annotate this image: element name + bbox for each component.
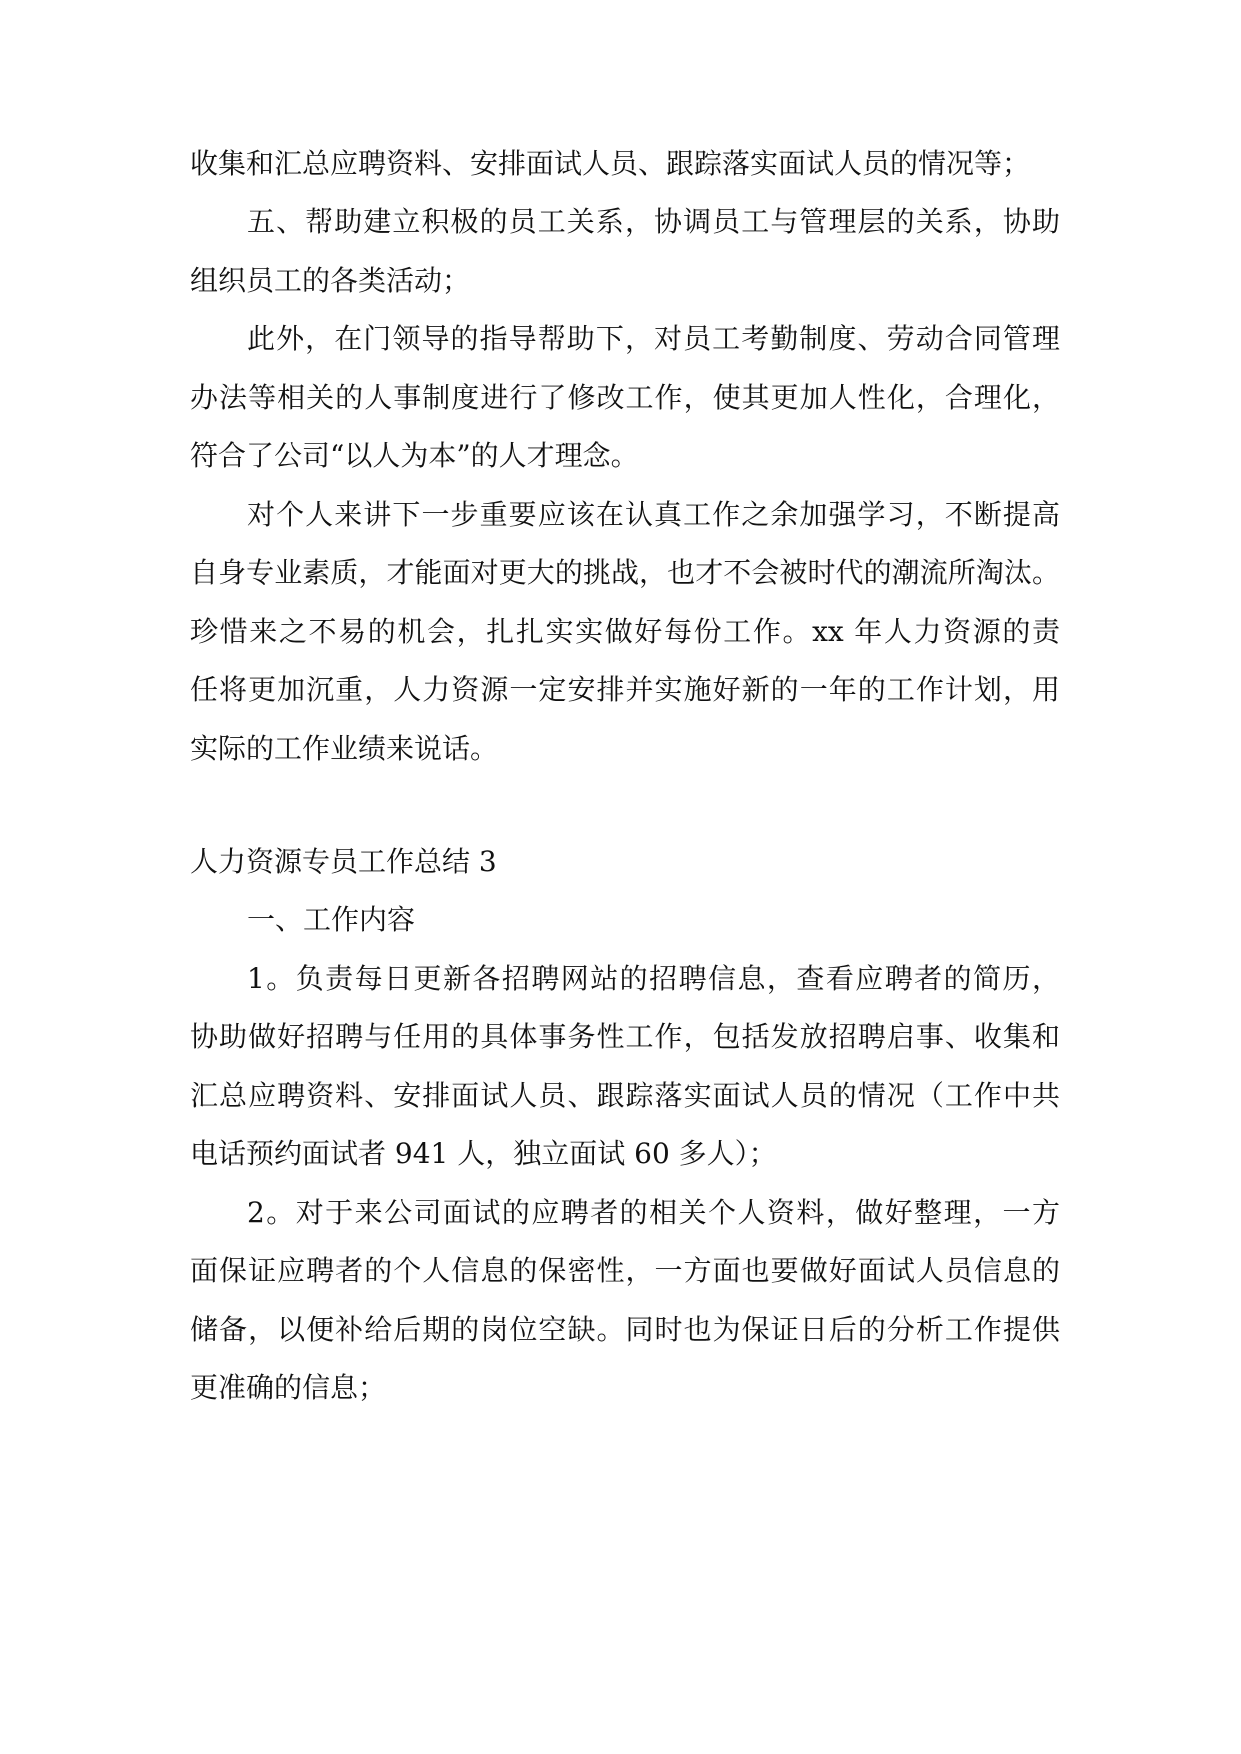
text-line: 2。对于来公司面试的应聘者的相关个人资料，做好整理，一方 — [247, 1196, 1060, 1229]
section-title: 人力资源专员工作总结 3 — [190, 845, 497, 878]
text-line: 更准确的信息； — [190, 1371, 387, 1404]
text-line: 实际的工作业绩来说话。 — [190, 732, 499, 765]
text-line: 符合了公司“以人为本”的人才理念。 — [190, 439, 639, 472]
text-line: 电话预约面试者 941 人，独立面试 60 多人）； — [190, 1137, 777, 1170]
text-line: 面保证应聘者的个人信息的保密性，一方面也要做好面试人员信息的 — [190, 1254, 1060, 1287]
text-line: 1。负责每日更新各招聘网站的招聘信息，查看应聘者的简历， — [247, 962, 1060, 995]
text-line: 任将更加沉重，人力资源一定安排并实施好新的一年的工作计划，用 — [190, 673, 1060, 706]
text-line: 此外，在门领导的指导帮助下，对员工考勤制度、劳动合同管理 — [247, 322, 1060, 355]
text-line: 收集和汇总应聘资料、安排面试人员、跟踪落实面试人员的情况等； — [190, 147, 1031, 180]
text-line: 汇总应聘资料、安排面试人员、跟踪落实面试人员的情况（工作中共 — [190, 1079, 1060, 1112]
text-line: 组织员工的各类活动； — [190, 264, 471, 297]
text-line: 自身专业素质，才能面对更大的挑战，也才不会被时代的潮流所淘汰。 — [190, 556, 1060, 589]
text-line: 珍惜来之不易的机会，扎扎实实做好每份工作。xx 年人力资源的责 — [190, 615, 1060, 648]
text-line: 五、帮助建立积极的员工关系，协调员工与管理层的关系，协助 — [247, 205, 1060, 238]
text-line: 协助做好招聘与任用的具体事务性工作，包括发放招聘启事、收集和 — [190, 1020, 1060, 1053]
text-line: 储备，以便补给后期的岗位空缺。同时也为保证日后的分析工作提供 — [190, 1313, 1060, 1346]
text-line: 办法等相关的人事制度进行了修改工作，使其更加人性化，合理化， — [190, 381, 1060, 414]
text-line: 一、工作内容 — [247, 903, 416, 936]
text-line: 对个人来讲下一步重要应该在认真工作之余加强学习，不断提高 — [247, 498, 1060, 531]
